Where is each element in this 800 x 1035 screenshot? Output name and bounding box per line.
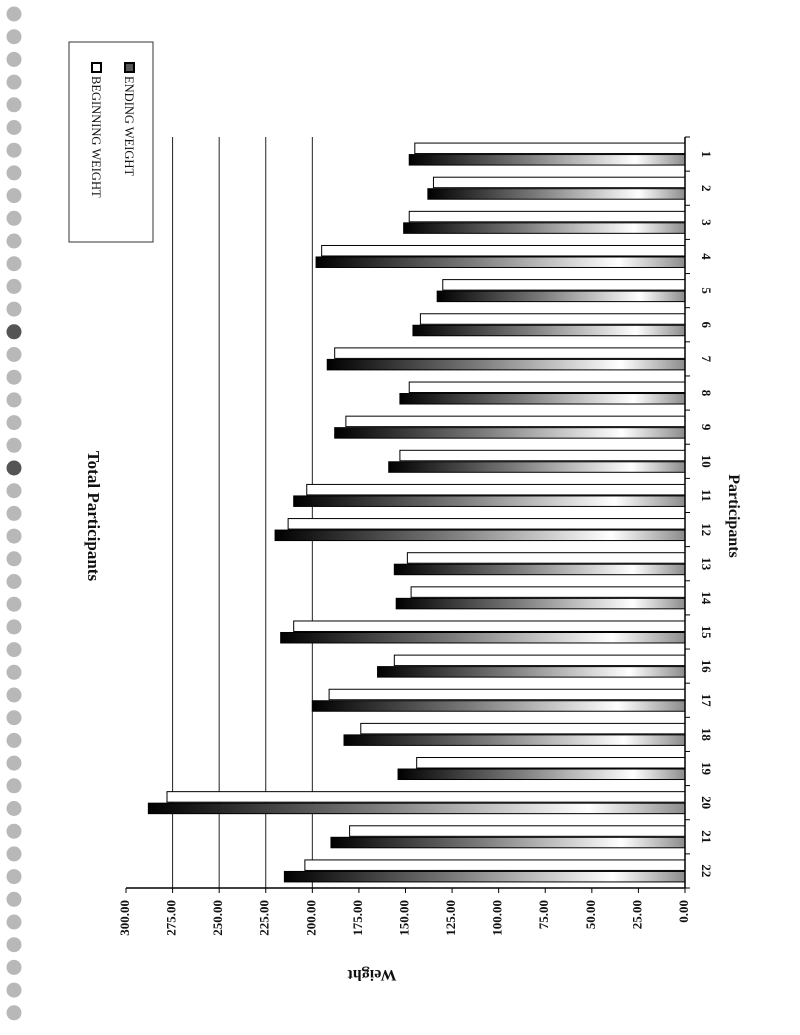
bar-beginning-weight (443, 280, 685, 291)
bar-ending-weight (398, 769, 685, 780)
legend-box (69, 42, 153, 242)
y-tick-label: 300.00 (116, 900, 132, 936)
x-tick-label: 9 (699, 423, 714, 431)
bar-beginning-weight (307, 484, 685, 495)
bar-ending-weight (437, 291, 685, 302)
bar-ending-weight (331, 837, 685, 848)
x-tick-label: 18 (699, 727, 714, 741)
bar-beginning-weight (407, 553, 685, 564)
y-tick-label: 200.00 (303, 900, 319, 936)
x-tick-label: 16 (699, 659, 714, 673)
bar-ending-weight (396, 598, 685, 609)
x-tick-label: 13 (699, 557, 714, 571)
bar-beginning-weight (420, 314, 685, 325)
bar-ending-weight (413, 325, 685, 336)
bar-beginning-weight (322, 245, 685, 256)
bar-ending-weight (294, 496, 685, 507)
x-tick-label: 7 (699, 355, 714, 363)
gridlines (173, 137, 313, 888)
bar-beginning-weight (433, 177, 685, 188)
bar-beginning-weight (294, 621, 685, 632)
bar-ending-weight (148, 803, 685, 814)
x-tick-label: 12 (699, 523, 714, 537)
bars-group (148, 143, 685, 882)
legend (69, 42, 153, 242)
bar-beginning-weight (415, 143, 685, 154)
x-tick-label: 17 (699, 693, 714, 707)
bar-beginning-weight (400, 450, 685, 461)
x-tick-label: 3 (699, 219, 714, 226)
bar-ending-weight (404, 223, 685, 234)
y-tick-label: 225.00 (256, 900, 272, 936)
x-tick-label: 8 (699, 389, 714, 397)
y-axis-title: Weight (347, 966, 397, 983)
bar-beginning-weight (288, 519, 685, 530)
y-tick-label: 100.00 (489, 900, 505, 936)
x-tick-label: 20 (699, 796, 714, 810)
bar-ending-weight (316, 257, 685, 268)
y-tick-label: 25.00 (629, 900, 645, 930)
x-tick-label: 11 (699, 489, 714, 502)
bar-beginning-weight (417, 758, 685, 769)
x-tick-label: 21 (699, 830, 714, 844)
x-tick-label: 10 (699, 454, 714, 468)
bar-ending-weight (327, 359, 685, 370)
x-tick-label: 14 (699, 591, 714, 605)
bar-ending-weight (378, 667, 685, 678)
bar-beginning-weight (167, 792, 685, 803)
legend-swatch-ending (125, 63, 134, 72)
bar-beginning-weight (346, 416, 685, 427)
y-tick-label: 250.00 (210, 900, 226, 936)
bar-beginning-weight (409, 211, 685, 222)
bar-ending-weight (428, 189, 685, 200)
x-tick-label: 2 (699, 184, 714, 192)
legend-label-ending: ENDING WEIGHT (122, 76, 136, 177)
bar-beginning-weight (361, 723, 685, 734)
legend-label-beginning: BEGINNING WEIGHT (89, 76, 103, 198)
y-tick-label: 50.00 (582, 900, 598, 930)
x-tick-label: 5 (699, 287, 714, 294)
bar-beginning-weight (305, 860, 685, 871)
y-tick-label: 125.00 (443, 900, 459, 936)
x-axis-title: Participants (725, 474, 742, 558)
bar-ending-weight (284, 871, 685, 882)
chart-title: Total Participants (84, 450, 103, 582)
x-tick-label: 22 (699, 864, 714, 878)
bar-ending-weight (281, 632, 685, 643)
x-tick-label: 1 (699, 150, 714, 158)
y-tick-labels (117, 900, 691, 936)
bar-beginning-weight (350, 826, 685, 837)
bar-ending-weight (275, 530, 685, 541)
y-tick-label: 150.00 (396, 900, 412, 936)
bar-ending-weight (400, 394, 685, 405)
y-tick-label: 175.00 (349, 900, 365, 936)
x-tick-label: 15 (699, 625, 714, 639)
x-tick-labels (699, 151, 714, 878)
bar-ending-weight (344, 735, 685, 746)
bar-ending-weight (335, 428, 685, 439)
bar-beginning-weight (394, 655, 685, 666)
bar-beginning-weight (409, 382, 685, 393)
bar-beginning-weight (411, 587, 685, 598)
bar-beginning-weight (335, 348, 685, 359)
x-tick-label: 6 (699, 321, 714, 328)
bar-ending-weight (394, 564, 685, 575)
y-tick-label: 0.00 (675, 900, 691, 923)
y-tick-label: 275.00 (163, 900, 179, 936)
y-tick-label: 75.00 (536, 900, 552, 930)
x-tick-label: 4 (699, 253, 714, 260)
x-tick-label: 19 (699, 762, 714, 776)
bar-ending-weight (389, 462, 685, 473)
bar-ending-weight (409, 155, 685, 166)
bar-beginning-weight (329, 689, 685, 700)
legend-swatch-beginning (92, 63, 101, 72)
bar-ending-weight (312, 701, 685, 712)
